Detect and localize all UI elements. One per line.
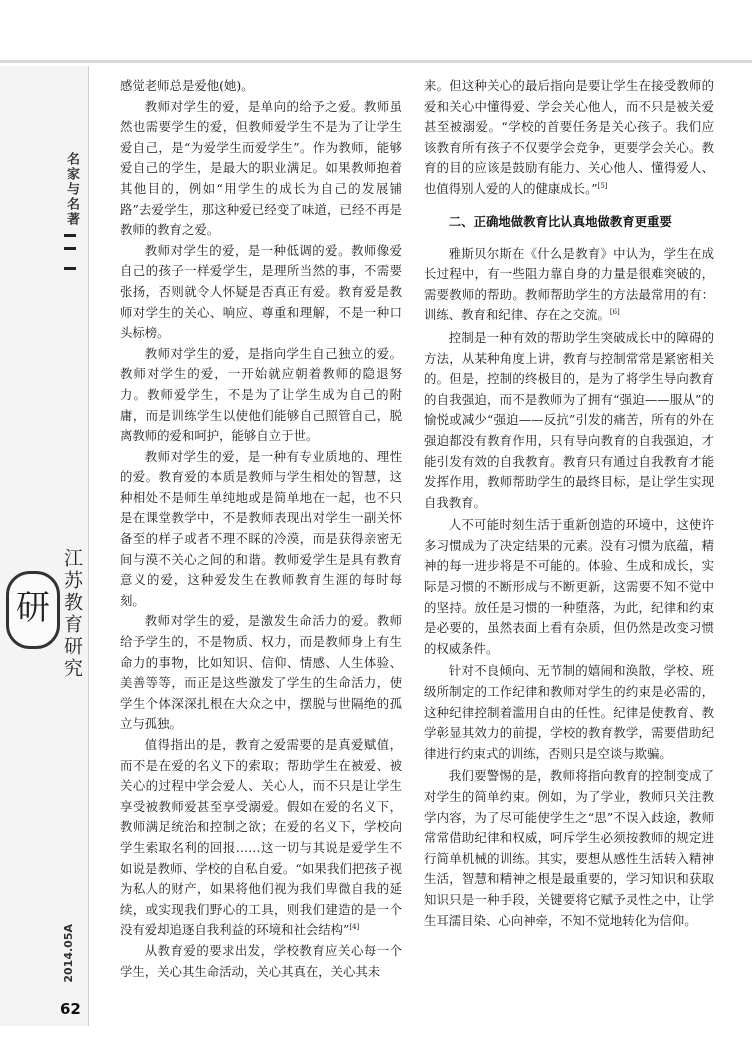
citation-marker: [5]	[597, 181, 608, 190]
seal-glyph: 研	[16, 588, 50, 628]
column-name: 名家与名著	[64, 152, 79, 227]
citation-marker: [4]	[349, 923, 360, 932]
paragraph: 教师对学生的爱，是一种有专业质地的、理性的爱。教育爱的本质是教师与学生相处的智慧，这种相处不是师生单纯地或是简单地在一起，也不只是在课堂教学中，不是教师表现出对学生一副关怀备至的样子或者不理不睬的冷漠，而是获得亲密无间与漠不关心之间的和谐。教师爱学生是具有教育意义的爱，这种爱发生在教师教育生涯的每时每刻。	[120, 448, 402, 608]
paragraph: 感觉老师总是爱他(她)。	[120, 78, 254, 93]
issue-date: 2014.05A	[62, 924, 75, 983]
section-heading: 二、正确地做教育比认真地做教育更重要	[448, 213, 672, 229]
paragraph-text: 雅斯贝尔斯在《什么是教育》中认为，学生在成长过程中，有一些阻力靠自身的力量是很难突破的，需要教师的帮助。教师帮助学生的方法最常用的有：训练、教育和纪律、存在之交流。	[424, 245, 714, 323]
left-text-column	[120, 76, 402, 982]
paragraph-text: 值得指出的是，教育之爱需要的是真爱赋值，而不是在爱的名义下的索取；帮助学生在被爱、被关心的过程中学会爱人、关心人，而不只是让学生享受被教师爱甚至享受溺爱。假如在爱的名义下，教师满足统治和控制之欲；在爱的名义下，学校向学生索取名利的回报……这一切与其说是爱学生不如说是教师、学校的自私自爱。“如果我们把孩子视为私人的财产，如果将他们视为我们卑微自我的延续，或实现我们野心的工具，则我们建造的是一个没有爱却追逐自我利益的环境和社会结构”	[120, 737, 402, 938]
paragraph: 我们要警惕的是，教师将指向教育的控制变成了对学生的简单约束。例如，为了学业，教师只关注教学内容，为了尽可能使学生之“思”不误入歧途，教师常常借助纪律和权威，呵斥学生必须按教师的规定进行简单机械的训练。其实，要想从感性生活转入精神生活，智慧和精神之根是最重要的，学习知识和获取知识只是一种手段，关键要将它赋予灵性之中，让学生耳濡目染、心向神牵，不知不觉地转化为信仰。	[424, 768, 714, 928]
paragraph: 教师对学生的爱，是一种低调的爱。教师像爱自己的孩子一样爱学生，是理所当然的事，不需要张扬，否则就令人怀疑是否真正有爱。教育爱是教师对学生的关心、响应、尊重和理解，不是一种口头标榜。	[120, 242, 402, 341]
page-edge	[0, 60, 752, 63]
paragraph-text: 来。但这种关心的最后指向是要让学生在接受教师的爱和关心中懂得爱、学会关心他人，而不只是被关爱甚至被溺爱。“学校的首要任务是关心孩子。我们应该教育所有孩子不仅要学会竞争，更要学会关心。教育的目的应该是鼓励有能力、关心他人、懂得爱人、也值得别人爱的人的健康成长。”	[424, 78, 714, 196]
citation-marker: [6]	[609, 308, 620, 317]
paragraph: 针对不良倾向、无节制的嬉闹和涣散，学校、班级所制定的工作纪律和教师对学生的约束是必需的，这种纪律控制着滥用自由的任性。纪律是使教育、教学彰显其效力的前提，学校的教育教学，需要借助纪律进行约束式的训练，否则只是空谈与欺骗。	[424, 663, 714, 761]
paragraph: 人不可能时刻生活于重新创造的环境中，这使许多习惯成为了决定结果的元素。没有习惯为底蕴，精神的每一进步将是不可能的。体验、生成和成长，实际是习惯的不断形成与不断更新，这需要不知不觉中的坚持。放任是习惯的一种堕落，为此，纪律和约束是必要的，虽然表面上看有杂质，但仍然是改变习惯的权威条件。	[424, 517, 714, 656]
paragraph: 控制是一种有效的帮助学生突破成长中的障碍的方法，从某种角度上讲，教育与控制常常是紧密相关的。但是，控制的终极目的，是为了将学生导向教育的自我强迫，而不是教师为了拥有“强迫——服从”的愉悦或减少“强迫——反抗”引发的痛苦，所有的外在强迫都没有教育作用，只有导向教育的自我强迫，才能引发有效的自我教育。教育只有通过自我教育才能发挥作用，教师帮助学生的最终目标，是让学生实现自我教育。	[424, 329, 714, 510]
paragraph: 教师对学生的爱，是激发生命活力的爱。教师给予学生的，不是物质、权力，而是教师身上有生命力的事物，比如知识、信仰、情感、人生体验、美善等等，而正是这些激发了学生的生命活力，使学生个体深深扎根在大众之中，摆脱与世隔绝的孤立与孤独。	[120, 613, 402, 732]
right-text-column	[424, 76, 714, 931]
decorative-bars	[64, 234, 76, 270]
page-number: 62	[60, 1000, 81, 1018]
paragraph: 教师对学生的爱，是指向学生自己独立的爱。教师对学生的爱，一开始就应朝着教师的隐退努力。教师爱学生，不是为了让学生成为自己的附庸，而是训练学生以使他们能够自己照管自己，脱离教师的爱和呵护，能够自立于世。	[120, 345, 402, 444]
journal-title: 江苏教育研究	[61, 548, 83, 680]
paragraph: 教师对学生的爱，是单向的给予之爱。教师虽然也需要学生的爱，但教师爱学生不是为了让学生爱自己，是“为爱学生而爱学生”。作为教师，能够爱自己的学生，是最大的职业满足。如果教师抱着其他目的，例如“用学生的成长为自己的发展铺路”去爱学生，那这种爱已经变了味道，已经不再是教师的教育之爱。	[120, 98, 402, 238]
paragraph-with-citation	[424, 244, 714, 326]
journal-seal-logo	[6, 571, 60, 649]
paragraph-with-citation	[424, 76, 714, 200]
paragraph: 从教育爱的要求出发，学校教育应关心每一个学生，关心其生命活动，关心其真在，关心其未	[120, 942, 402, 979]
paragraph-with-citation	[120, 735, 402, 941]
journal-sidebar	[0, 66, 89, 1026]
